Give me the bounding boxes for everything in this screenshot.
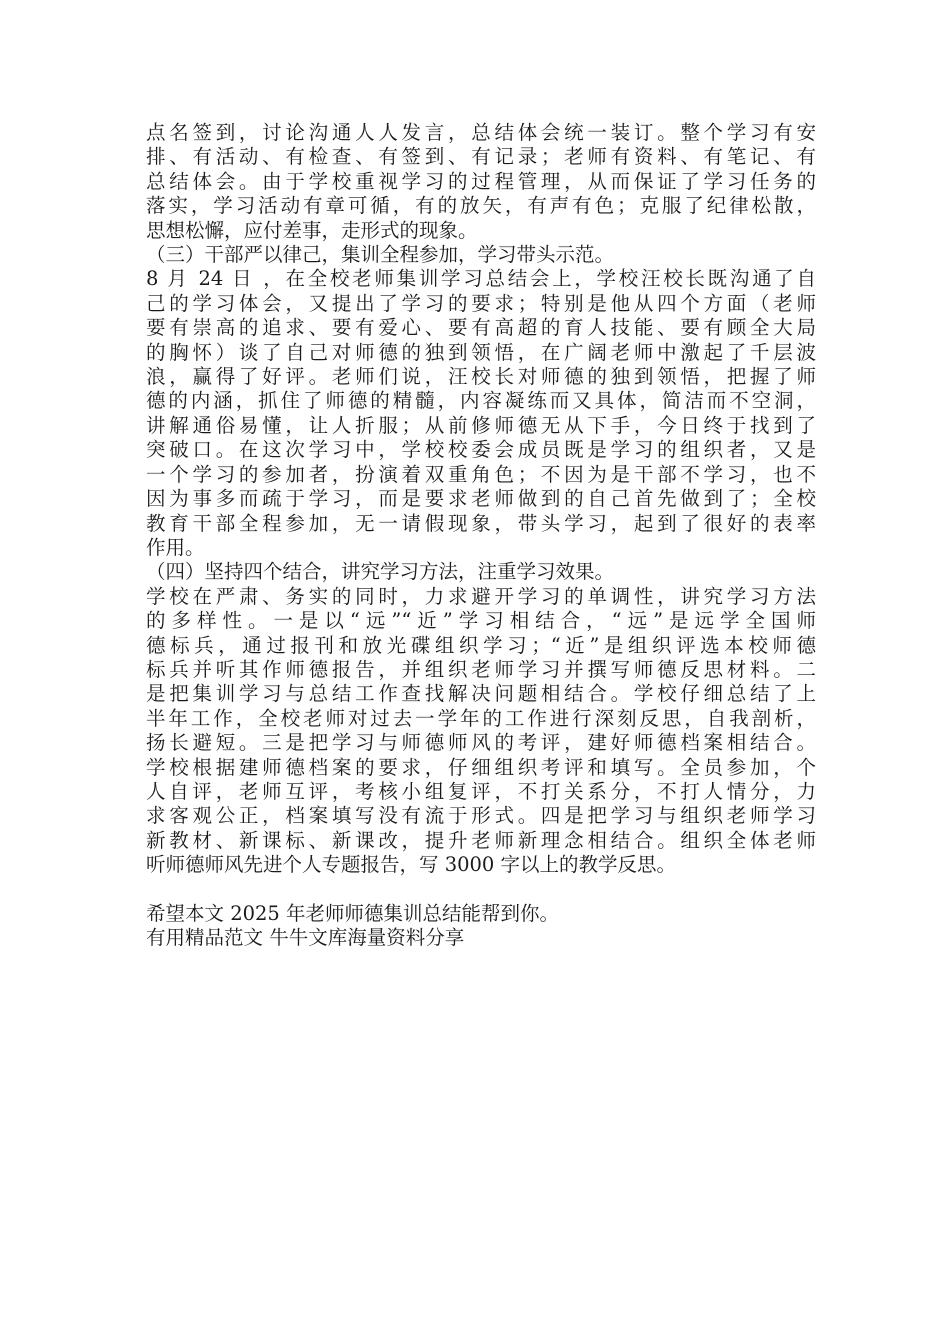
closing-line: 希望本文 2025 年老师师德集训总结能帮到你。	[146, 901, 560, 925]
text-line: 学校根据建师德档案的要求，仔细组织考评和填写。全员参加，个	[146, 755, 816, 779]
text-line: 排、有活动、有检查、有签到、有记录；老师有资料、有笔记、有	[146, 145, 816, 169]
text-line: 扬长避短。三是把学习与师德师风的考评，建好师德档案相结合。	[146, 731, 816, 755]
text-line: 德标兵，通过报刊和放光碟组织学习；“近”是组织评选本校师德	[146, 633, 816, 657]
text-line: 要有崇高的追求、要有爱心、要有高超的育人技能、要有顾全大局	[146, 316, 816, 340]
text-line: 作用。	[146, 535, 205, 559]
text-line: 一个学习的参加者，扮演着双重角色；不因为是干部不学习，也不	[146, 462, 816, 486]
text-line: 8 月 24 日 ，在全校老师集训学习总结会上，学校汪校长既沟通了自	[146, 267, 816, 291]
text-line: 求客观公正，档案填写没有流于形式。四是把学习与组织老师学习	[146, 804, 816, 828]
text-line: 点名签到，讨论沟通人人发言，总结体会统一装订。整个学习有安	[146, 121, 816, 144]
text-line: 己的学习体会，又提出了学习的要求；特别是他从四个方面（老师	[146, 291, 816, 315]
text-line: 总结体会。由于学校重视学习的过程管理，从而保证了学习任务的	[146, 169, 816, 193]
text-line: 听师德师风先进个人专题报告，写 3000 字以上的教学反思。	[146, 853, 677, 877]
text-line: 标兵并听其作师德报告，并组织老师学习并撰写师德反思材料。二	[146, 657, 816, 681]
footer-note: 有用精品范文 牛牛文库海量资料分享	[146, 926, 465, 950]
text-line: 浪，赢得了好评。老师们说，汪校长对师德的独到领悟，把握了师	[146, 365, 816, 389]
text-line: 讲解通俗易懂，让人折服；从前修师德无从下手，今日终于找到了	[146, 413, 816, 437]
text-line: 落实，学习活动有章可循，有的放矢，有声有色；克服了纪律松散，	[146, 194, 816, 218]
text-line: 突破口。在这次学习中，学校校委会成员既是学习的组织者，又是	[146, 438, 816, 462]
text-line: 是把集训学习与总结工作查找解决问题相结合。学校仔细总结了上	[146, 682, 816, 706]
text-line: 教育干部全程参加，无一请假现象，带头学习，起到了很好的表率	[146, 511, 816, 535]
blank-line	[146, 878, 816, 902]
document-body	[146, 121, 816, 951]
paragraph-cadre-example	[146, 267, 816, 560]
paragraph-learning-management	[146, 121, 816, 243]
text-line: 德的内涵，抓住了师德的精髓，内容凝练而又具体，简洁而不空洞，	[146, 389, 816, 413]
paragraph-four-combinations	[146, 585, 816, 878]
section-heading-4: （四）坚持四个结合，讲究学习方法，注重学习效果。	[146, 560, 615, 584]
text-line: 学校在严肃、务实的同时，力求避开学习的单调性，讲究学习方法	[146, 584, 816, 608]
text-line: 思想松懈，应付差事，走形式的现象。	[146, 218, 478, 242]
text-line: 人自评，老师互评，考核小组复评，不打关系分，不打人情分，力	[146, 779, 816, 803]
text-line: 的胸怀）谈了自己对师德的独到领悟，在广阔老师中激起了千层波	[146, 340, 816, 364]
text-line: 的多样性。一是以“远”“近”学习相结合，“远”是远学全国师	[146, 609, 816, 633]
text-line: 新教材、新课标、新课改，提升老师新理念相结合。组织全体老师	[146, 828, 816, 852]
text-line: 半年工作，全校老师对过去一学年的工作进行深刻反思，自我剖析，	[146, 706, 816, 730]
text-line: 因为事多而疏于学习，而是要求老师做到的自己首先做到了；全校	[146, 487, 816, 511]
section-heading-3: （三）干部严以律己，集训全程参加，学习带头示范。	[146, 243, 615, 267]
